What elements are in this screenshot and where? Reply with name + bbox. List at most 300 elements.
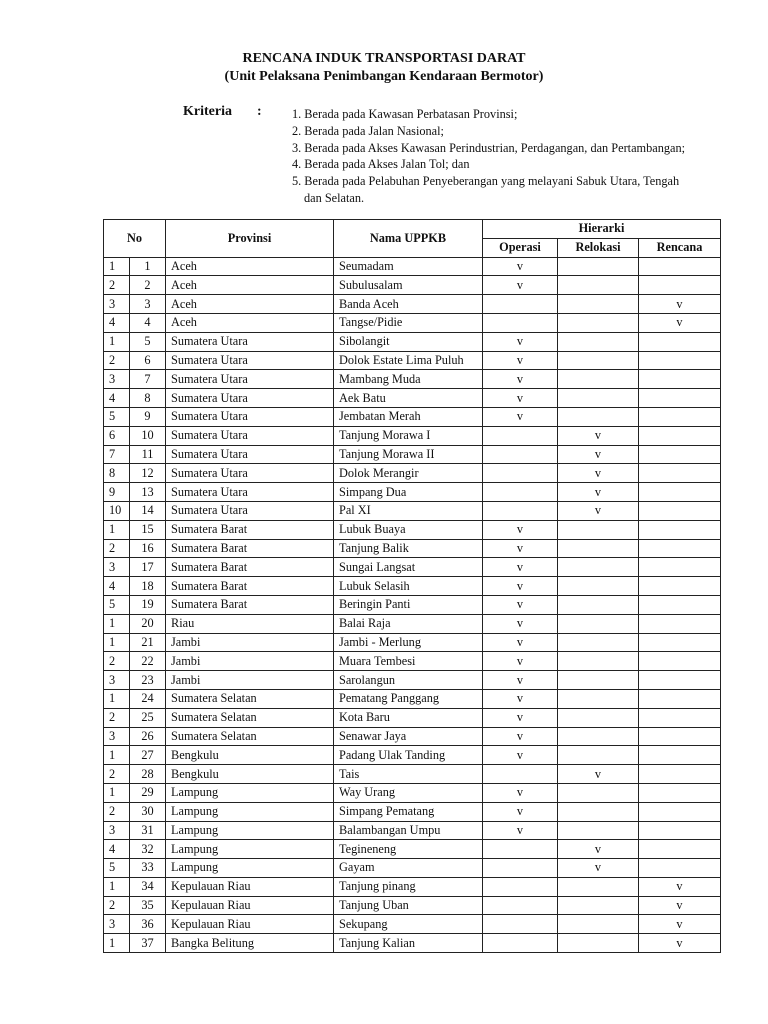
cell-local-no: 10 [104, 501, 130, 520]
cell-local-no: 3 [104, 727, 130, 746]
cell-no: 19 [130, 595, 166, 614]
cell-rencana [639, 445, 721, 464]
cell-no: 17 [130, 558, 166, 577]
cell-local-no: 1 [104, 633, 130, 652]
cell-provinsi: Sumatera Utara [166, 332, 334, 351]
cell-operasi [483, 859, 558, 878]
cell-operasi: v [483, 821, 558, 840]
cell-no: 6 [130, 351, 166, 370]
cell-nama-uppkb: Mambang Muda [334, 370, 483, 389]
cell-relokasi [558, 708, 639, 727]
cell-provinsi: Bengkulu [166, 746, 334, 765]
criteria-item: 1. Berada pada Kawasan Perbatasan Provinsi; [292, 107, 518, 121]
table-row [104, 896, 721, 915]
cell-operasi: v [483, 689, 558, 708]
cell-provinsi: Bengkulu [166, 765, 334, 784]
cell-local-no: 1 [104, 257, 130, 276]
criteria-item: 3. Berada pada Akses Kawasan Perindustrian, Perdagangan, dan Pertambangan; [292, 140, 686, 155]
cell-relokasi [558, 520, 639, 539]
cell-nama-uppkb: Jambi - Merlung [334, 633, 483, 652]
table-row [104, 313, 721, 332]
cell-local-no: 1 [104, 332, 130, 351]
cell-operasi: v [483, 671, 558, 690]
cell-relokasi [558, 351, 639, 370]
cell-provinsi: Sumatera Barat [166, 539, 334, 558]
cell-operasi: v [483, 370, 558, 389]
table-row [104, 520, 721, 539]
cell-local-no: 3 [104, 370, 130, 389]
cell-relokasi [558, 652, 639, 671]
cell-local-no: 2 [104, 652, 130, 671]
cell-no: 24 [130, 689, 166, 708]
cell-no: 32 [130, 840, 166, 859]
cell-provinsi: Lampung [166, 859, 334, 878]
cell-nama-uppkb: Tanjung Uban [334, 896, 483, 915]
table-row [104, 539, 721, 558]
criteria-list [292, 106, 685, 207]
table-row [104, 295, 721, 314]
cell-operasi: v [483, 332, 558, 351]
cell-local-no: 1 [104, 783, 130, 802]
cell-provinsi: Sumatera Utara [166, 445, 334, 464]
table-row [104, 577, 721, 596]
cell-no: 10 [130, 426, 166, 445]
cell-local-no: 7 [104, 445, 130, 464]
table-row [104, 332, 721, 351]
cell-no: 7 [130, 370, 166, 389]
cell-relokasi: v [558, 426, 639, 445]
cell-provinsi: Sumatera Utara [166, 483, 334, 502]
cell-rencana: v [639, 934, 721, 953]
table-row [104, 483, 721, 502]
document-title: RENCANA INDUK TRANSPORTASI DARAT [242, 51, 526, 66]
cell-operasi [483, 445, 558, 464]
table-row [104, 821, 721, 840]
cell-no: 36 [130, 915, 166, 934]
cell-nama-uppkb: Kota Baru [334, 708, 483, 727]
cell-nama-uppkb: Tanjung Balik [334, 539, 483, 558]
table-row [104, 276, 721, 295]
cell-no: 23 [130, 671, 166, 690]
table-row [104, 614, 721, 633]
table-row [104, 389, 721, 408]
cell-relokasi: v [558, 445, 639, 464]
cell-provinsi: Aceh [166, 313, 334, 332]
cell-provinsi: Sumatera Barat [166, 577, 334, 596]
cell-nama-uppkb: Jembatan Merah [334, 407, 483, 426]
cell-relokasi [558, 595, 639, 614]
cell-no: 18 [130, 577, 166, 596]
cell-rencana [639, 671, 721, 690]
cell-operasi: v [483, 633, 558, 652]
cell-relokasi: v [558, 483, 639, 502]
cell-relokasi [558, 783, 639, 802]
cell-relokasi [558, 313, 639, 332]
cell-local-no: 4 [104, 577, 130, 596]
cell-no: 20 [130, 614, 166, 633]
table-row [104, 464, 721, 483]
cell-local-no: 1 [104, 934, 130, 953]
cell-provinsi: Sumatera Selatan [166, 727, 334, 746]
uppkb-table [103, 219, 721, 953]
cell-no: 30 [130, 802, 166, 821]
cell-nama-uppkb: Dolok Merangir [334, 464, 483, 483]
cell-provinsi: Jambi [166, 671, 334, 690]
cell-provinsi: Kepulauan Riau [166, 915, 334, 934]
document-subtitle: (Unit Pelaksana Penimbangan Kendaraan Bermotor) [224, 69, 544, 84]
cell-operasi [483, 896, 558, 915]
cell-operasi: v [483, 276, 558, 295]
table-row [104, 746, 721, 765]
cell-nama-uppkb: Banda Aceh [334, 295, 483, 314]
table-row [104, 765, 721, 784]
cell-rencana [639, 257, 721, 276]
cell-no: 5 [130, 332, 166, 351]
cell-rencana [639, 708, 721, 727]
cell-operasi [483, 313, 558, 332]
header-no: No [104, 220, 166, 258]
cell-local-no: 2 [104, 351, 130, 370]
cell-local-no: 3 [104, 558, 130, 577]
cell-local-no: 1 [104, 746, 130, 765]
cell-provinsi: Aceh [166, 276, 334, 295]
cell-provinsi: Sumatera Barat [166, 520, 334, 539]
cell-local-no: 9 [104, 483, 130, 502]
cell-local-no: 1 [104, 520, 130, 539]
cell-operasi: v [483, 558, 558, 577]
cell-nama-uppkb: Subulusalam [334, 276, 483, 295]
cell-no: 1 [130, 257, 166, 276]
cell-provinsi: Bangka Belitung [166, 934, 334, 953]
cell-relokasi: v [558, 464, 639, 483]
cell-local-no: 3 [104, 821, 130, 840]
cell-relokasi: v [558, 501, 639, 520]
cell-no: 14 [130, 501, 166, 520]
cell-rencana [639, 370, 721, 389]
cell-operasi [483, 483, 558, 502]
cell-rencana [639, 464, 721, 483]
cell-provinsi: Sumatera Selatan [166, 689, 334, 708]
cell-operasi: v [483, 614, 558, 633]
cell-relokasi [558, 727, 639, 746]
cell-no: 33 [130, 859, 166, 878]
cell-relokasi [558, 689, 639, 708]
table-row [104, 859, 721, 878]
cell-relokasi [558, 407, 639, 426]
cell-provinsi: Riau [166, 614, 334, 633]
cell-nama-uppkb: Sibolangit [334, 332, 483, 351]
cell-relokasi [558, 389, 639, 408]
cell-operasi: v [483, 351, 558, 370]
cell-operasi [483, 295, 558, 314]
cell-local-no: 2 [104, 802, 130, 821]
cell-provinsi: Sumatera Barat [166, 595, 334, 614]
header-operasi: Operasi [483, 238, 558, 257]
cell-rencana: v [639, 877, 721, 896]
cell-rencana [639, 351, 721, 370]
cell-relokasi [558, 934, 639, 953]
cell-operasi [483, 765, 558, 784]
cell-rencana: v [639, 896, 721, 915]
cell-operasi [483, 877, 558, 896]
cell-local-no: 4 [104, 389, 130, 408]
cell-rencana [639, 802, 721, 821]
cell-operasi [483, 426, 558, 445]
table-body [104, 257, 721, 952]
criteria-item: 4. Berada pada Akses Jalan Tol; dan [292, 157, 470, 172]
cell-provinsi: Lampung [166, 783, 334, 802]
cell-operasi: v [483, 257, 558, 276]
cell-no: 13 [130, 483, 166, 502]
cell-operasi: v [483, 577, 558, 596]
cell-nama-uppkb: Tegineneng [334, 840, 483, 859]
cell-local-no: 3 [104, 671, 130, 690]
cell-provinsi: Jambi [166, 652, 334, 671]
cell-local-no: 1 [104, 614, 130, 633]
table-row [104, 783, 721, 802]
table-row [104, 727, 721, 746]
cell-provinsi: Lampung [166, 840, 334, 859]
cell-operasi [483, 501, 558, 520]
cell-rencana [639, 558, 721, 577]
cell-provinsi: Kepulauan Riau [166, 896, 334, 915]
table-row [104, 257, 721, 276]
table-row [104, 426, 721, 445]
cell-rencana [639, 614, 721, 633]
table-row [104, 877, 721, 896]
cell-relokasi [558, 558, 639, 577]
cell-relokasi [558, 370, 639, 389]
cell-provinsi: Jambi [166, 633, 334, 652]
cell-nama-uppkb: Tanjung Morawa II [334, 445, 483, 464]
table-row [104, 802, 721, 821]
cell-relokasi [558, 746, 639, 765]
cell-relokasi [558, 332, 639, 351]
cell-relokasi [558, 539, 639, 558]
header-provinsi: Provinsi [166, 220, 334, 258]
cell-rencana [639, 276, 721, 295]
cell-relokasi [558, 896, 639, 915]
cell-nama-uppkb: Sekupang [334, 915, 483, 934]
cell-nama-uppkb: Gayam [334, 859, 483, 878]
header-relokasi: Relokasi [558, 238, 639, 257]
cell-rencana [639, 577, 721, 596]
table-row [104, 501, 721, 520]
cell-rencana [639, 501, 721, 520]
cell-local-no: 4 [104, 313, 130, 332]
cell-local-no: 3 [104, 915, 130, 934]
cell-nama-uppkb: Tangse/Pidie [334, 313, 483, 332]
cell-provinsi: Lampung [166, 802, 334, 821]
cell-operasi: v [483, 389, 558, 408]
cell-local-no: 2 [104, 539, 130, 558]
cell-local-no: 2 [104, 765, 130, 784]
cell-local-no: 6 [104, 426, 130, 445]
header-nama-uppkb: Nama UPPKB [334, 220, 483, 258]
cell-operasi [483, 934, 558, 953]
cell-provinsi: Lampung [166, 821, 334, 840]
cell-operasi: v [483, 595, 558, 614]
cell-no: 21 [130, 633, 166, 652]
cell-relokasi [558, 633, 639, 652]
cell-no: 37 [130, 934, 166, 953]
cell-nama-uppkb: Tanjung Kalian [334, 934, 483, 953]
table-row [104, 689, 721, 708]
cell-provinsi: Aceh [166, 257, 334, 276]
cell-provinsi: Sumatera Barat [166, 558, 334, 577]
cell-no: 29 [130, 783, 166, 802]
cell-nama-uppkb: Pal XI [334, 501, 483, 520]
cell-relokasi [558, 257, 639, 276]
table-row [104, 370, 721, 389]
table-row [104, 633, 721, 652]
cell-nama-uppkb: Tanjung pinang [334, 877, 483, 896]
cell-rencana [639, 689, 721, 708]
cell-operasi [483, 464, 558, 483]
cell-rencana: v [639, 313, 721, 332]
criteria-item: 5. Berada pada Pelabuhan Penyeberangan yang melayani Sabuk Utara, Tengah [292, 174, 680, 189]
cell-rencana: v [639, 915, 721, 934]
cell-provinsi: Sumatera Utara [166, 351, 334, 370]
cell-rencana [639, 595, 721, 614]
table-row [104, 915, 721, 934]
cell-nama-uppkb: Padang Ulak Tanding [334, 746, 483, 765]
cell-local-no: 4 [104, 840, 130, 859]
header-rencana: Rencana [639, 238, 721, 257]
table-row [104, 445, 721, 464]
cell-no: 22 [130, 652, 166, 671]
cell-rencana: v [639, 295, 721, 314]
cell-no: 4 [130, 313, 166, 332]
cell-rencana [639, 821, 721, 840]
cell-no: 8 [130, 389, 166, 408]
cell-rencana [639, 520, 721, 539]
cell-relokasi [558, 877, 639, 896]
cell-operasi: v [483, 746, 558, 765]
cell-nama-uppkb: Simpang Pematang [334, 802, 483, 821]
cell-local-no: 5 [104, 595, 130, 614]
cell-rencana [639, 727, 721, 746]
cell-nama-uppkb: Beringin Panti [334, 595, 483, 614]
cell-nama-uppkb: Tais [334, 765, 483, 784]
cell-rencana [639, 483, 721, 502]
table-row [104, 652, 721, 671]
cell-no: 35 [130, 896, 166, 915]
cell-operasi: v [483, 708, 558, 727]
cell-no: 16 [130, 539, 166, 558]
cell-relokasi [558, 276, 639, 295]
cell-nama-uppkb: Tanjung Morawa I [334, 426, 483, 445]
cell-nama-uppkb: Balambangan Umpu [334, 821, 483, 840]
cell-local-no: 5 [104, 859, 130, 878]
cell-no: 9 [130, 407, 166, 426]
table-row [104, 351, 721, 370]
table-row [104, 708, 721, 727]
cell-relokasi [558, 577, 639, 596]
cell-local-no: 3 [104, 295, 130, 314]
cell-local-no: 5 [104, 407, 130, 426]
criteria-item-continuation: dan Selatan. [304, 190, 365, 205]
cell-relokasi [558, 295, 639, 314]
cell-nama-uppkb: Senawar Jaya [334, 727, 483, 746]
cell-nama-uppkb: Way Urang [334, 783, 483, 802]
cell-provinsi: Sumatera Selatan [166, 708, 334, 727]
cell-rencana [639, 859, 721, 878]
cell-relokasi: v [558, 765, 639, 784]
cell-local-no: 2 [104, 708, 130, 727]
cell-provinsi: Sumatera Utara [166, 407, 334, 426]
table-row [104, 934, 721, 953]
cell-provinsi: Sumatera Utara [166, 501, 334, 520]
cell-local-no: 2 [104, 896, 130, 915]
cell-no: 15 [130, 520, 166, 539]
cell-relokasi [558, 821, 639, 840]
cell-relokasi: v [558, 859, 639, 878]
cell-relokasi [558, 915, 639, 934]
cell-rencana [639, 426, 721, 445]
cell-nama-uppkb: Sungai Langsat [334, 558, 483, 577]
cell-no: 27 [130, 746, 166, 765]
cell-local-no: 1 [104, 689, 130, 708]
cell-relokasi: v [558, 840, 639, 859]
cell-no: 2 [130, 276, 166, 295]
cell-relokasi [558, 614, 639, 633]
cell-local-no: 1 [104, 877, 130, 896]
cell-no: 25 [130, 708, 166, 727]
cell-no: 31 [130, 821, 166, 840]
cell-nama-uppkb: Simpang Dua [334, 483, 483, 502]
cell-provinsi: Sumatera Utara [166, 389, 334, 408]
cell-nama-uppkb: Pematang Panggang [334, 689, 483, 708]
cell-no: 26 [130, 727, 166, 746]
cell-operasi: v [483, 783, 558, 802]
cell-nama-uppkb: Dolok Estate Lima Puluh [334, 351, 483, 370]
cell-provinsi: Aceh [166, 295, 334, 314]
cell-operasi: v [483, 407, 558, 426]
header-hierarki: Hierarki [483, 220, 721, 239]
cell-rencana [639, 783, 721, 802]
cell-rencana [639, 633, 721, 652]
cell-nama-uppkb: Aek Batu [334, 389, 483, 408]
criteria-colon: : [257, 104, 262, 119]
table-row [104, 840, 721, 859]
cell-nama-uppkb: Lubuk Buaya [334, 520, 483, 539]
criteria-item: 2. Berada pada Jalan Nasional; [292, 123, 444, 138]
cell-nama-uppkb: Sarolangun [334, 671, 483, 690]
cell-rencana [639, 765, 721, 784]
cell-operasi [483, 915, 558, 934]
cell-provinsi: Sumatera Utara [166, 370, 334, 389]
cell-rencana [639, 840, 721, 859]
table-row [104, 407, 721, 426]
criteria-label: Kriteria [183, 104, 232, 119]
cell-local-no: 2 [104, 276, 130, 295]
cell-rencana [639, 332, 721, 351]
table-row [104, 558, 721, 577]
cell-no: 12 [130, 464, 166, 483]
cell-provinsi: Sumatera Utara [166, 426, 334, 445]
cell-nama-uppkb: Seumadam [334, 257, 483, 276]
cell-rencana [639, 652, 721, 671]
cell-no: 34 [130, 877, 166, 896]
cell-operasi: v [483, 652, 558, 671]
cell-relokasi [558, 671, 639, 690]
cell-nama-uppkb: Lubuk Selasih [334, 577, 483, 596]
cell-operasi [483, 840, 558, 859]
cell-nama-uppkb: Balai Raja [334, 614, 483, 633]
cell-no: 28 [130, 765, 166, 784]
cell-rencana [639, 539, 721, 558]
